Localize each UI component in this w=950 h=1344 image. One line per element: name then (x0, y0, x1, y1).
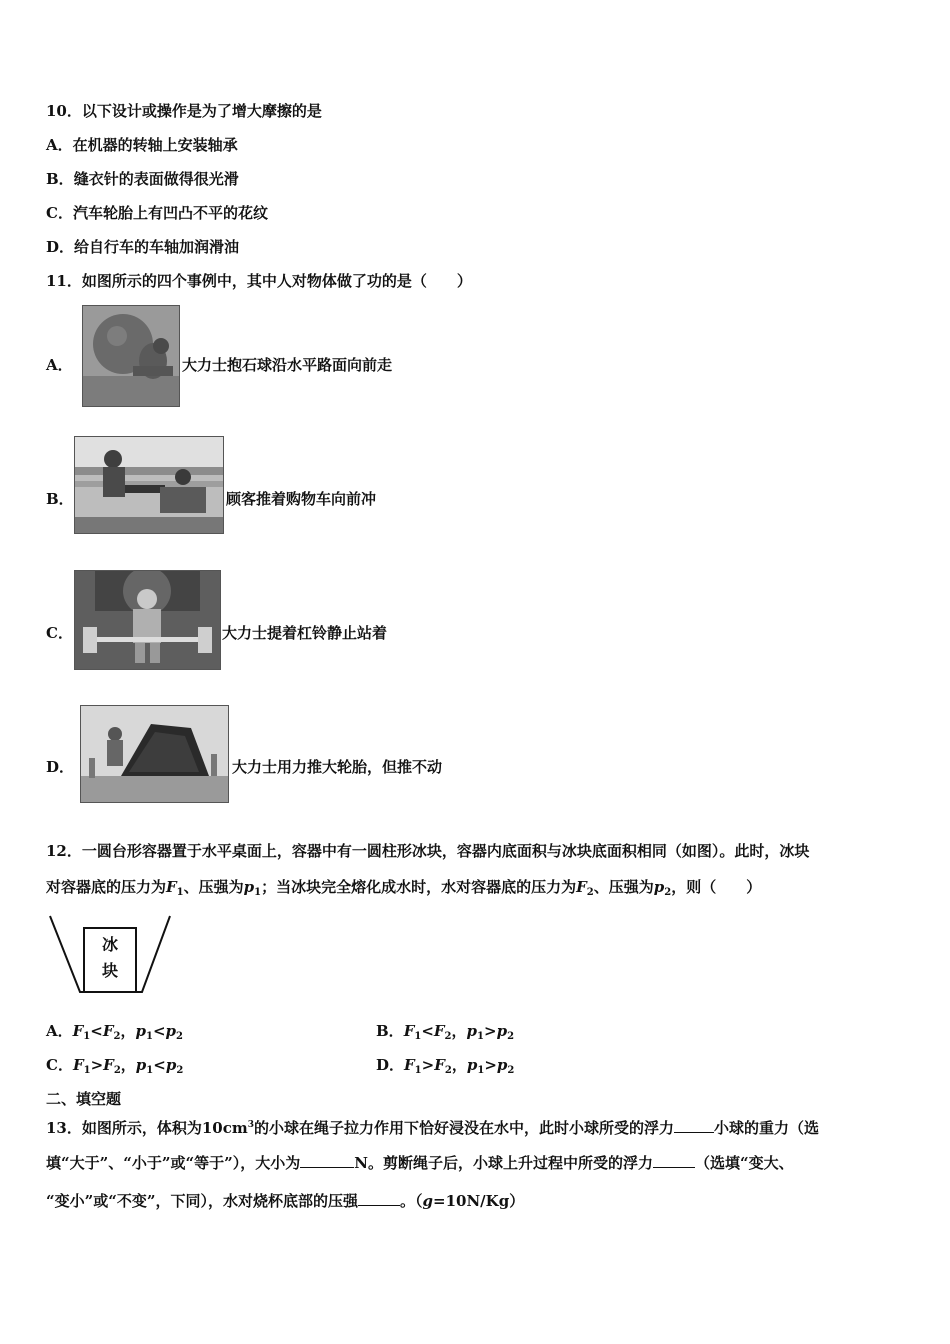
text: 、压强为 (593, 878, 654, 896)
ice-block-label (84, 932, 136, 984)
operator: > (484, 1056, 497, 1074)
section-title: 二、填空题 (46, 1090, 122, 1108)
operator: > (90, 1056, 104, 1074)
var-F: F (166, 878, 177, 896)
option-label: A． (46, 1022, 73, 1040)
var-p: p (243, 878, 255, 896)
barbell-photo (74, 570, 221, 670)
q11-option-b-text: 顾客推着购物车向前冲 (226, 490, 377, 508)
text: N。剪断绳子后，小球上升过程中所受的浮力 (354, 1154, 653, 1172)
q12-option-b (376, 1020, 514, 1048)
operator: > (484, 1022, 497, 1040)
var-F: F (404, 1056, 415, 1074)
text: ；当冰块完全熔化成水时，水对容器底的压力为 (261, 878, 577, 896)
q11-option-a-label: A． (46, 356, 73, 374)
var-g: g (422, 1192, 434, 1210)
q11-option-c-label: C． (46, 624, 73, 642)
subscript: 1 (414, 1031, 422, 1042)
text: ， (120, 1022, 136, 1040)
text: ， (451, 1056, 467, 1074)
text: 的小球在绳子拉力作用下恰好浸没在水中，此时小球所受的浮力 (254, 1119, 675, 1137)
var-p: p (466, 1056, 478, 1074)
var-F: F (403, 1022, 415, 1040)
q13-line1 (46, 1114, 819, 1139)
var-p: p (165, 1056, 177, 1074)
q12-option-c (46, 1054, 183, 1082)
q10-option-c (46, 202, 268, 224)
var-F: F (576, 878, 587, 896)
q13-line3 (46, 1190, 524, 1212)
superscript: 3 (247, 1120, 255, 1130)
q10-stem: 10．以下设计或操作是为了增大摩擦的是 (46, 102, 322, 120)
text: ， (120, 1056, 136, 1074)
subscript: 1 (477, 1031, 484, 1042)
text: =10N/Kg） (433, 1192, 525, 1210)
answer-blank[interactable] (358, 1191, 400, 1206)
q10-option-d (46, 236, 239, 258)
text: 13．如图所示，体积为 (46, 1119, 202, 1137)
var-F: F (434, 1056, 445, 1074)
var-p: p (135, 1056, 147, 1074)
operator: > (421, 1056, 435, 1074)
option-text: 汽车轮胎上有凹凸不平的花纹 (72, 204, 268, 222)
option-text: 在机器的转轴上安装轴承 (72, 136, 238, 154)
q11-option-b-label: B． (46, 490, 74, 508)
subscript: 2 (444, 1065, 452, 1076)
text: （选填“变大、 (695, 1154, 794, 1172)
subscript: 2 (507, 1065, 515, 1076)
subscript: 1 (414, 1065, 422, 1076)
container-diagram (46, 912, 174, 998)
var-F: F (103, 1056, 114, 1074)
var-F: F (72, 1056, 84, 1074)
text: 、压强为 (183, 878, 244, 896)
operator: < (153, 1056, 166, 1074)
text: 。（ (400, 1192, 423, 1210)
subscript: 1 (146, 1065, 154, 1076)
q13-line2 (46, 1152, 794, 1174)
q12-stem-line2 (46, 876, 761, 904)
subscript: 2 (444, 1031, 452, 1042)
strongman-stone-ball-photo (82, 305, 180, 407)
operator: < (90, 1022, 103, 1040)
subscript: 1 (145, 1031, 153, 1042)
var-F: F (102, 1022, 114, 1040)
subscript: 2 (176, 1031, 183, 1042)
q11-option-c-text: 大力士提着杠铃静止站着 (222, 624, 388, 642)
q10-option-b (46, 168, 239, 190)
volume-value: 10cm (201, 1119, 248, 1137)
q12-stem-line1: 12．一圆台形容器置于水平桌面上，容器中有一圆柱形冰块，容器内底面积与冰块底面积相同（如图）。此时，冰块 (46, 842, 810, 860)
var-p: p (466, 1022, 478, 1040)
q12-option-a (46, 1020, 183, 1048)
text: 填“大于”、“小于”或“等于”），大小为 (46, 1154, 301, 1172)
subscript: 2 (176, 1065, 184, 1076)
subscript: 1 (176, 887, 184, 898)
text: 对容器底的压力为 (46, 878, 167, 896)
q11-option-d-text: 大力士用力推大轮胎，但推不动 (232, 758, 443, 776)
answer-blank[interactable] (653, 1153, 695, 1168)
q12-option-d (376, 1054, 514, 1082)
option-label: B． (46, 170, 74, 188)
option-text: 给自行车的车轴加润滑油 (74, 238, 240, 256)
var-p: p (496, 1022, 508, 1040)
text: 小球的重力（选 (714, 1119, 820, 1137)
option-label: C． (46, 204, 73, 222)
var-p: p (496, 1056, 508, 1074)
text: “变小”或“不变”，下同），水对烧杯底部的压强 (46, 1192, 359, 1210)
option-label: B． (376, 1022, 404, 1040)
subscript: 1 (254, 887, 262, 898)
option-label: A． (46, 136, 73, 154)
var-p: p (135, 1022, 146, 1040)
q11-option-a-text: 大力士抱石球沿水平路面向前走 (182, 356, 393, 374)
text: ， (451, 1022, 467, 1040)
option-label: D． (46, 238, 75, 256)
ice-char: 冰 (101, 935, 118, 954)
subscript: 2 (586, 887, 594, 898)
subscript: 1 (83, 1065, 91, 1076)
var-F: F (433, 1022, 445, 1040)
subscript: 2 (113, 1065, 121, 1076)
subscript: 2 (664, 887, 672, 898)
var-F: F (72, 1022, 84, 1040)
subscript: 2 (507, 1031, 515, 1042)
operator: < (152, 1022, 166, 1040)
var-p: p (165, 1022, 177, 1040)
q11-option-d-label: D． (46, 758, 75, 776)
option-text: 缝衣针的表面做得很光滑 (73, 170, 239, 188)
var-p: p (653, 878, 665, 896)
text: ，则（ ） (671, 878, 762, 896)
answer-blank[interactable] (674, 1118, 714, 1133)
subscript: 2 (113, 1031, 121, 1042)
option-label: D． (376, 1056, 405, 1074)
answer-blank[interactable] (300, 1153, 354, 1168)
ice-char: 块 (101, 961, 118, 980)
q11-stem: 11．如图所示的四个事例中，其中人对物体做了功的是（ ） (46, 272, 472, 290)
operator: < (421, 1022, 434, 1040)
subscript: 1 (477, 1065, 485, 1076)
subscript: 1 (83, 1031, 91, 1042)
option-label: C． (46, 1056, 73, 1074)
shopping-cart-photo (74, 436, 224, 534)
q10-option-a (46, 134, 238, 156)
tire-push-photo (80, 705, 229, 803)
